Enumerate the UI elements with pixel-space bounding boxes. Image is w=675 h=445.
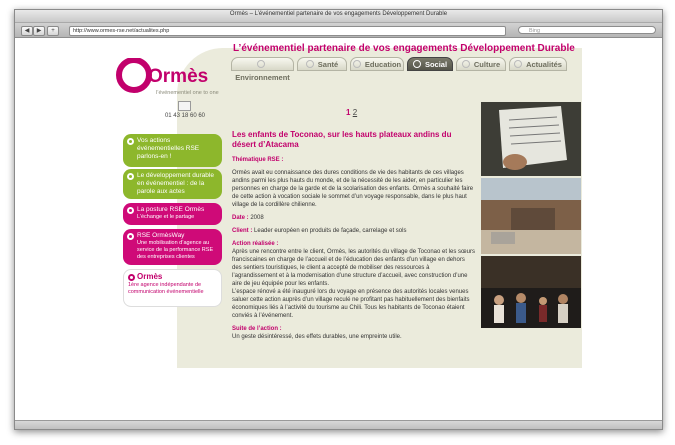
page-current: 1 [346, 108, 351, 117]
tab-social[interactable] [407, 57, 453, 71]
followup-label: Suite de l’action : [232, 326, 282, 332]
photo-village-construction [481, 178, 581, 254]
browser-window [14, 9, 663, 430]
card-subtitle: L’échange et le partage [137, 214, 195, 220]
action-text: Après une rencontre entre le client, Ormès, les autorités du village de Toconao et les sœurs franciscaines en charge de l’accueil et de l’éducation des enfants d’un village en dehors des sentiers touristiques, le client a accepté de mobiliser des ressources à l’agrandissement et à la modernisation d’une structure d’accueil, avec construction d’une aire de jeu équipée pour les enfants. [232, 249, 476, 287]
tab-label: Culture [473, 60, 501, 69]
address-bar[interactable]: http://www.ormes-rse.net/actualites.php [69, 26, 506, 36]
sidebar-card-ormesway[interactable] [123, 229, 222, 265]
tab-bullet-icon [514, 60, 522, 68]
ormes-logo-icon [116, 58, 226, 118]
tab-environnement[interactable] [231, 57, 294, 82]
photo-inauguration-crowd [481, 256, 581, 328]
tab-bullet-icon [257, 60, 265, 68]
sidebar-card-actions[interactable] [123, 134, 222, 167]
sidebar-card-developpement-durable[interactable] [123, 169, 222, 199]
date-value: 2008 [250, 215, 264, 221]
tab-bullet-icon [413, 60, 421, 68]
card-bullet-icon [127, 138, 134, 145]
tab-culture[interactable] [456, 57, 506, 71]
sidebar-card-posture-rse[interactable] [123, 203, 222, 225]
tab-bullet-icon [306, 60, 314, 68]
card-title: Vos actions événementielles RSE parlons-en ! [137, 137, 200, 160]
client-value: Leader européen en produits de façade, carrelage et sols [254, 228, 407, 234]
pagination [346, 108, 357, 117]
tab-actualites[interactable] [509, 57, 567, 71]
sidebar-card-agence[interactable] [123, 269, 222, 307]
card-title: RSE OrmèsWay [137, 232, 185, 239]
logo-ring [119, 60, 149, 90]
tab-bullet-icon [353, 60, 361, 68]
ormes-logo[interactable] [116, 58, 226, 118]
date-label: Date : [232, 215, 249, 221]
card-subtitle: Une mobilisation d’agence au service de la performance RSE des entreprises clientes [137, 240, 214, 260]
theme-label: Thématique RSE : [232, 157, 284, 163]
tab-label: Santé [317, 60, 339, 69]
article-title: Les enfants de Toconao, sur les hauts plateaux andins du désert d’Atacama [232, 130, 452, 149]
client-label: Client : [232, 228, 253, 234]
card-title: Le développement durable en événementiel : de la parole aux actes [137, 172, 214, 195]
envelope-icon[interactable] [178, 101, 191, 111]
forward-button[interactable]: ▶ [33, 26, 45, 36]
photo-village-construction-image [481, 178, 581, 254]
tab-education[interactable] [350, 57, 404, 71]
window-title: Ormès – L’événementiel partenaire de vos engagements Développement Durable [229, 11, 448, 17]
photo-school-document [481, 102, 581, 176]
action-label: Action réalisée : [232, 241, 279, 247]
card-logo-icon [128, 274, 135, 281]
card-bullet-icon [127, 173, 134, 180]
browser-toolbar [15, 23, 662, 38]
site-headline: L’événementiel partenaire de vos engagements Développement Durable [233, 43, 575, 54]
tab-label: Social [424, 60, 448, 69]
tab-label: Education [364, 60, 402, 69]
web-page [15, 38, 662, 420]
card-bullet-icon [127, 233, 134, 240]
search-field[interactable]: Bing [518, 26, 656, 34]
status-bar [15, 420, 662, 429]
phone-number: 01 43 18 60 60 [164, 113, 206, 119]
add-bookmark-button[interactable]: + [47, 26, 59, 36]
logo-tagline: l’événementiel one to one [156, 90, 219, 96]
back-button[interactable]: ◀ [21, 26, 33, 36]
page-link-next[interactable]: 2 [352, 108, 358, 117]
photo-school-document-image [481, 102, 581, 176]
article [232, 130, 476, 346]
logo-name: Ormès [148, 66, 209, 87]
card-title: La posture RSE Ormès [137, 206, 205, 213]
tab-label: Actualités [526, 60, 562, 69]
tab-sante[interactable] [297, 57, 347, 71]
tab-bullet-icon [462, 60, 470, 68]
tab-label: Environnement [235, 73, 290, 82]
action-text-2: L’espace rénové a été inauguré lors du voyage en présence des autorités locales venues saluer cette action auprès d’un village reculé ne profitant pas habituellement des bienfaits économiques liés à l’activité du tourisme au Chili. Tous les habitants de Toconao étaient conviés à l’événement. [232, 289, 470, 319]
followup-text: Un geste désintéressé, des effets durables, une empreinte utile. [232, 334, 402, 340]
photo-inauguration-crowd-image [481, 256, 581, 328]
card-title: Ormès [137, 272, 163, 281]
title-bar [15, 10, 662, 23]
card-bullet-icon [127, 207, 134, 214]
theme-text: Ormès avait eu connaissance des dures conditions de vie des habitants de ces villages andins parmi les plus hauts du monde, et de la nécessité de les aider, en particulier les personnes en charge de la garde et de la scolarisation des enfants. Ormès a souhaité faire de cette action à vocation sociale le sommet d’un voyage responsable, dans le plus haut village de la cordillère chilienne. [232, 170, 474, 208]
card-subtitle: 1ère agence indépendante de communication événementielle [128, 282, 204, 295]
